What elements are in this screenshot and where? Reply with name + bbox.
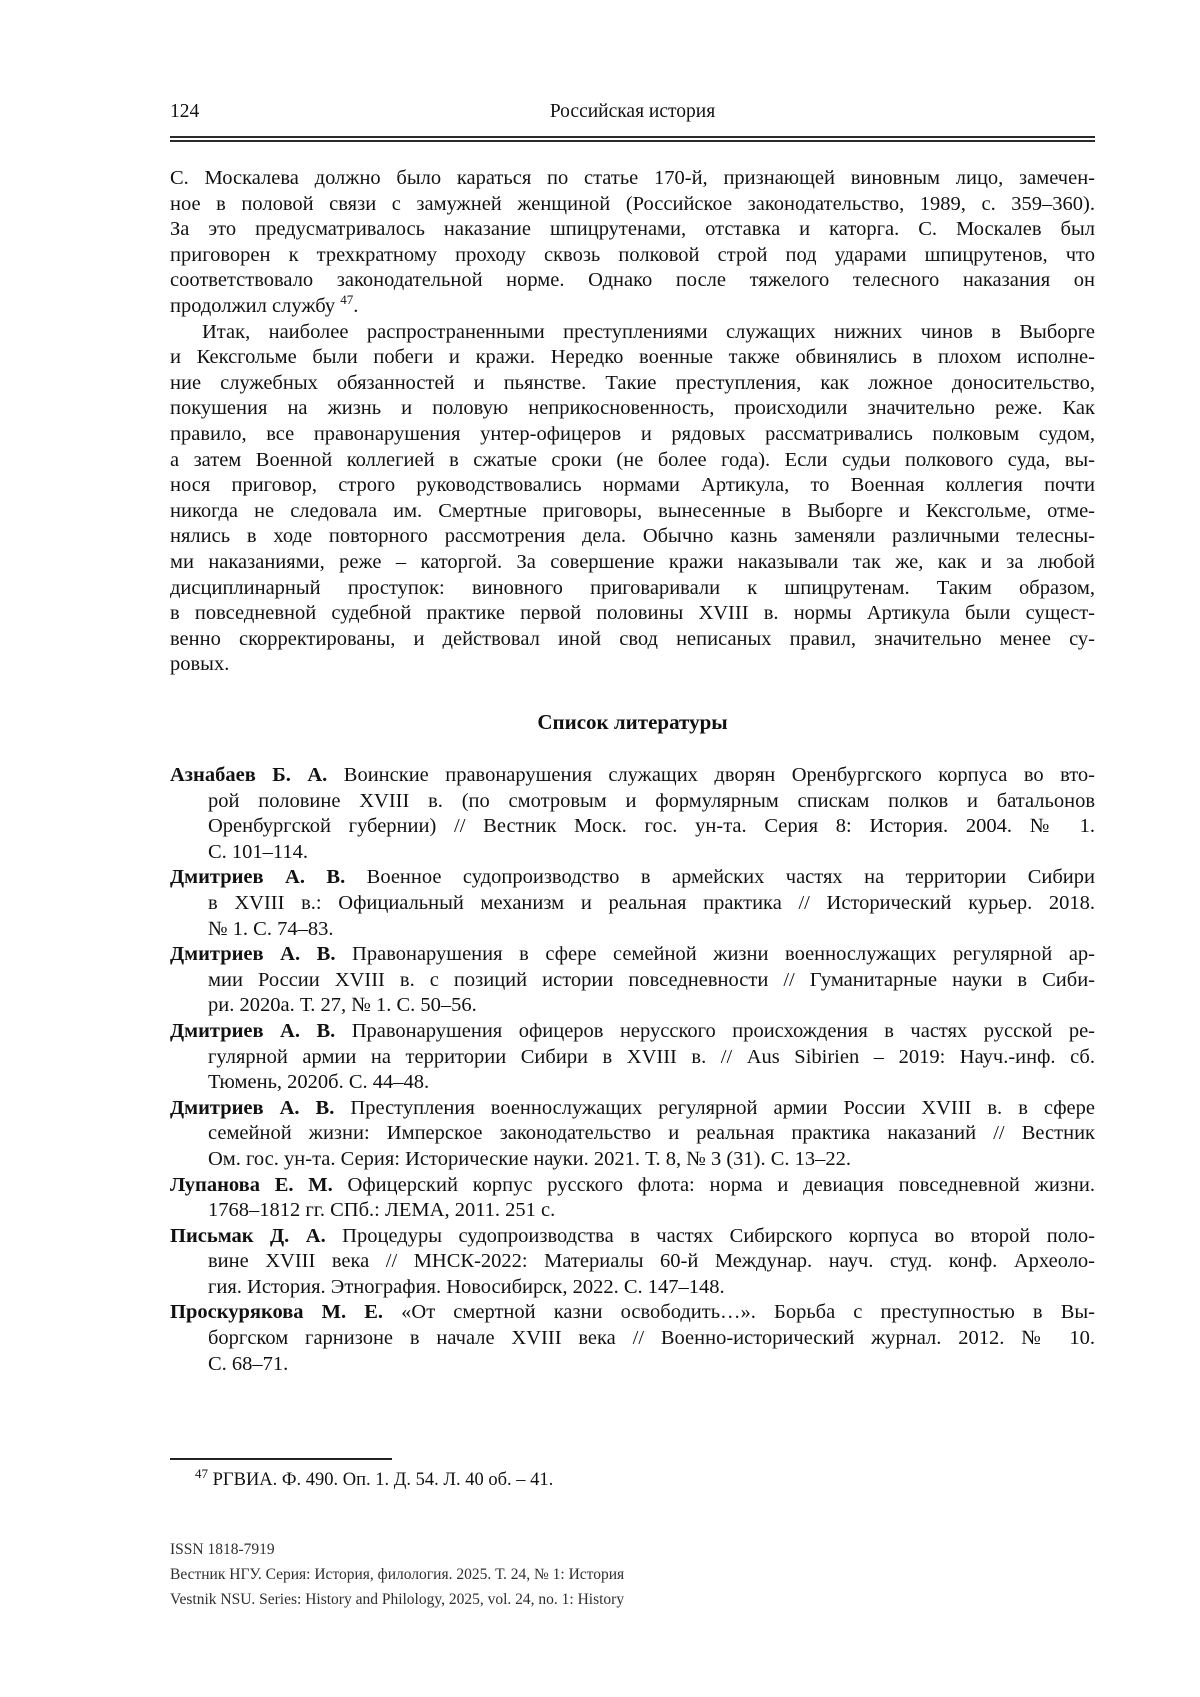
page-header bbox=[170, 101, 1095, 129]
reference-line: Лупанова Е. М. Офицерский корпус русского флота: норма и девиация повседневной жизни. bbox=[170, 1173, 1095, 1196]
reference-line: Дмитриев А. В. Правонарушения офицеров нерусского происхождения в частях русской ре- bbox=[170, 1019, 1095, 1042]
reference-line: Дмитриев А. В. Правонарушения в сфере семейной жизни военнослужащих регулярной ар- bbox=[170, 943, 1095, 966]
reference-entry bbox=[170, 1019, 1095, 1096]
reference-line: Дмитриев А. В. Военное судопроизводство в армейских частях на территории Сибири bbox=[170, 866, 1095, 889]
reference-entry bbox=[170, 942, 1095, 1019]
running-title: Российская история bbox=[549, 101, 716, 122]
reference-line: Оренбургской губернии) // Вестник Моск. гос. ун-та. Серия 8: История. 2004. № 1. bbox=[208, 815, 1095, 838]
text-line: никогда не следовала им. Смертные приговоры, вынесенные в Выборге и Кексгольме, отме- bbox=[170, 499, 1095, 522]
reference-line: Ом. гос. ун-та. Серия: Исторические науки. 2021. Т. 8, № 3 (31). С. 13–22. bbox=[208, 1147, 852, 1170]
text-line: венно скорректированы, и действовал иной свод неписаных правил, значительно менее су- bbox=[170, 627, 1095, 650]
reference-line: Тюмень, 2020б. С. 44–48. bbox=[208, 1071, 430, 1094]
reference-line: С. 68–71. bbox=[208, 1352, 289, 1375]
footer-journal-ru: Вестник НГУ. Серия: История, филология. 2025. Т. 24, № 1: История bbox=[170, 1566, 625, 1583]
footnote-marker: 47 bbox=[195, 1465, 208, 1481]
reference-author: Дмитриев А. В. bbox=[170, 1096, 335, 1119]
text-line: продолжил службу $^{47}$. bbox=[170, 292, 359, 317]
reference-entry bbox=[170, 1096, 1095, 1173]
reference-author: Дмитриев А. В. bbox=[170, 943, 336, 966]
reference-line: № 1. С. 74–83. bbox=[208, 917, 334, 940]
body-paragraph bbox=[170, 320, 1095, 678]
footnote bbox=[170, 1465, 1095, 1492]
text-line: ное в половой связи с замужней женщиной (Российское законодательство, 1989, с. 359–360). bbox=[170, 192, 1095, 215]
text-line: ровых. bbox=[170, 653, 230, 676]
reference-line: рой половине XVIII в. (по смотровым и формулярным спискам полков и батальонов bbox=[208, 789, 1095, 812]
reference-entry bbox=[170, 865, 1095, 942]
text-line: а затем Военной коллегией в сжатые сроки (не более года). Если судьи полкового суда, вы- bbox=[170, 448, 1095, 471]
references-heading: Список литературы bbox=[537, 710, 728, 734]
reference-line: в XVIII в.: Официальный механизм и реальная практика // Исторический курьер. 2018. bbox=[208, 891, 1095, 914]
reference-line: семейной жизни: Имперское законодательство и реальная практика наказаний // Вестник bbox=[208, 1122, 1095, 1145]
header-rule bbox=[170, 136, 1095, 142]
text-line: С. Москалева должно было караться по статье 170-й, признающей виновным лицо, замечен- bbox=[170, 167, 1095, 189]
reference-author: Проскурякова М. Е. bbox=[170, 1301, 384, 1324]
footnote-rule bbox=[170, 1458, 392, 1460]
reference-line: С. 101–114. bbox=[208, 840, 309, 863]
text-line: правило, все правонарушения унтер-офицеров и рядовых рассматривались полковым судом, bbox=[170, 422, 1095, 445]
reference-line: Проскурякова М. Е. «От смертной казни освободить…». Борьба с преступностью в Вы- bbox=[170, 1301, 1095, 1324]
reference-line: гулярной армии на территории Сибири в XVIII в. // Aus Sibirien – 2019: Науч.-инф. сб. bbox=[208, 1045, 1095, 1068]
references-list bbox=[170, 763, 1095, 1377]
text-line: Итак, наиболее распространенными преступлениями служащих нижних чинов в Выборге bbox=[202, 320, 1095, 343]
reference-entry bbox=[170, 1300, 1095, 1377]
text-line: нялись в ходе повторного рассмотрения дела. Обычно казнь заменяли различными телесны- bbox=[170, 525, 1095, 548]
body-text bbox=[170, 166, 1095, 678]
reference-author: Дмитриев А. В. bbox=[170, 866, 346, 889]
reference-line: Письмак Д. А. Процедуры судопроизводства в частях Сибирского корпуса во второй поло- bbox=[170, 1224, 1095, 1247]
text-line: ние служебных обязанностей и пьянстве. Такие преступления, как ложное доносительство, bbox=[170, 371, 1095, 394]
reference-author: Письмак Д. А. bbox=[170, 1224, 326, 1247]
footer-issn: ISSN 1818-7919 bbox=[170, 1541, 275, 1558]
reference-entry bbox=[170, 1224, 1095, 1301]
footnote-ref: 47 bbox=[340, 292, 354, 308]
reference-author: Дмитриев А. В. bbox=[170, 1019, 336, 1042]
text-line: соответствовало законодательной норме. Однако после тяжелого телесного наказания он bbox=[170, 269, 1095, 292]
reference-line: мии России XVIII в. с позиций истории повседневности // Гуманитарные науки в Сиби- bbox=[208, 968, 1095, 991]
reference-line: вине XVIII века // МНСК-2022: Материалы 60-й Междунар. науч. студ. конф. Археоло- bbox=[208, 1250, 1095, 1273]
text-line: и Кексгольме были побеги и кражи. Нередко военные также обвинялись в плохом исполне- bbox=[170, 346, 1095, 369]
text-line: покушения на жизнь и половую неприкосновенность, происходили значительно реже. Как bbox=[170, 397, 1095, 420]
footer-journal-en: Vestnik NSU. Series: History and Philology, 2025, vol. 24, no. 1: History bbox=[170, 1591, 625, 1608]
footnote-line bbox=[170, 1465, 1095, 1492]
reference-author: Лупанова Е. М. bbox=[170, 1173, 333, 1196]
text-line: дисциплинарный проступок: виновного приговаривали к шпицрутенам. Таким образом, bbox=[170, 576, 1095, 599]
text-line: в повседневной судебной практике первой половины XVIII в. нормы Артикула были сущест- bbox=[170, 602, 1095, 625]
reference-entry bbox=[170, 1173, 1095, 1224]
reference-line: Азнабаев Б. А. Воинские правонарушения служащих дворян Оренбургского корпуса во вто- bbox=[170, 764, 1095, 786]
text-line: нося приговор, строго руководствовались нормами Артикула, то Военная коллегия почти bbox=[170, 474, 1095, 497]
page-number: 124 bbox=[170, 101, 200, 122]
text-line: За это предусматривалось наказание шпицрутенами, отставка и каторга. С. Москалев был bbox=[170, 218, 1095, 241]
reference-author: Азнабаев Б. А. bbox=[170, 764, 328, 786]
text-line: ми наказаниями, реже – каторгой. За совершение кражи наказывали так же, как и за любой bbox=[170, 550, 1095, 573]
reference-line: гия. История. Этнография. Новосибирск, 2022. С. 147–148. bbox=[208, 1275, 725, 1298]
reference-line: Дмитриев А. В. Преступления военнослужащих регулярной армии России XVIII в. в сфере bbox=[170, 1096, 1095, 1119]
reference-line: ри. 2020а. Т. 27, № 1. С. 50–56. bbox=[208, 994, 477, 1017]
reference-line: боргском гарнизоне в начале XVIII века // Военно-исторический журнал. 2012. № 10. bbox=[208, 1327, 1095, 1350]
reference-line: 1768–1812 гг. СПб.: ЛЕМА, 2011. 251 с. bbox=[208, 1199, 556, 1222]
footnote-text: РГВИА. Ф. 490. Оп. 1. Д. 54. Л. 40 об. – 41. bbox=[212, 1470, 554, 1490]
reference-entry bbox=[170, 763, 1095, 865]
text-line: приговорен к трехкратному проходу сквозь полковой строй под ударами шпицрутенов, что bbox=[170, 243, 1095, 266]
imprint-footer bbox=[170, 1537, 1095, 1612]
body-paragraph bbox=[170, 166, 1095, 320]
